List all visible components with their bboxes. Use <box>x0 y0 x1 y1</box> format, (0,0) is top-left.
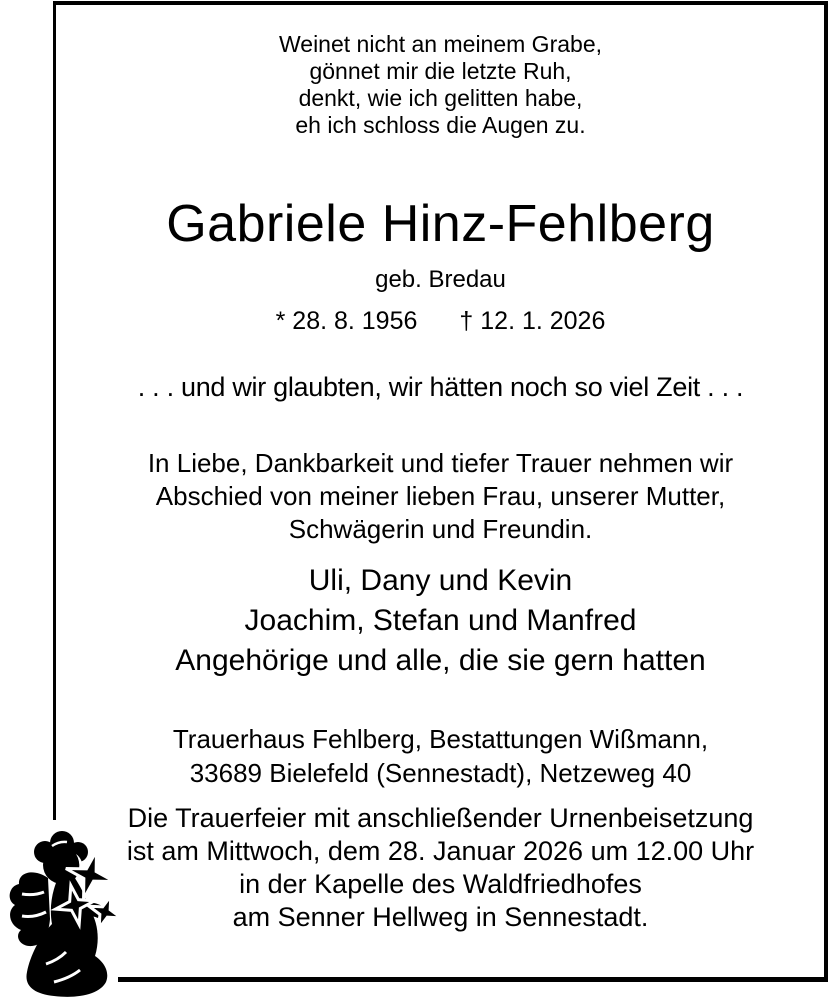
death-date: † 12. 1. 2026 <box>459 307 606 335</box>
farewell-text <box>53 447 828 546</box>
poem-line: Weinet nicht an meinem Grabe, <box>278 31 602 57</box>
mourners-list <box>53 561 828 681</box>
frame-top-rule <box>53 1 828 5</box>
mourners-line: Angehörige und alle, die sie gern hatten <box>175 644 706 677</box>
birth-date: * 28. 8. 1956 <box>275 307 418 335</box>
funeral-home-line: Trauerhaus Fehlberg, Bestattungen Wißmann, <box>172 724 709 754</box>
farewell-line: In Liebe, Dankbarkeit und tiefer Trauer nehmen wir <box>147 448 734 478</box>
frame-bottom-rule <box>118 977 828 982</box>
service-line: in der Kapelle des Waldfriedhofes <box>239 869 642 899</box>
service-line: Die Trauerfeier mit anschließender Urnenbeisetzung <box>127 803 754 833</box>
deceased-name: Gabriele Hinz-Fehlberg <box>166 195 715 253</box>
memorial-poem <box>53 31 828 139</box>
farewell-line: Schwägerin und Freundin. <box>288 514 593 544</box>
angel-with-stars-icon <box>2 824 140 998</box>
mourners-line: Joachim, Stefan und Manfred <box>244 604 637 637</box>
service-line: ist am Mittwoch, dem 28. Januar 2026 um 12.00 Uhr <box>126 836 755 866</box>
service-line: am Senner Hellweg in Sennestadt. <box>232 902 649 932</box>
epigraph-line: . . . und wir glaubten, wir hätten noch so viel Zeit . . . <box>137 372 744 402</box>
poem-line: gönnet mir die letzte Ruh, <box>309 58 572 84</box>
farewell-line: Abschied von meiner lieben Frau, unserer Mutter, <box>155 481 726 511</box>
poem-line: eh ich schloss die Augen zu. <box>295 112 586 138</box>
funeral-home-line: 33689 Bielefeld (Sennestadt), Netzeweg 40 <box>189 758 692 788</box>
mourners-line: Uli, Dany und Kevin <box>308 564 573 597</box>
funeral-home-address <box>53 722 828 790</box>
vital-dates <box>53 306 828 336</box>
maiden-name: geb. Bredau <box>375 266 506 293</box>
service-information <box>53 802 828 934</box>
poem-line: denkt, wie ich gelitten habe, <box>298 85 583 111</box>
